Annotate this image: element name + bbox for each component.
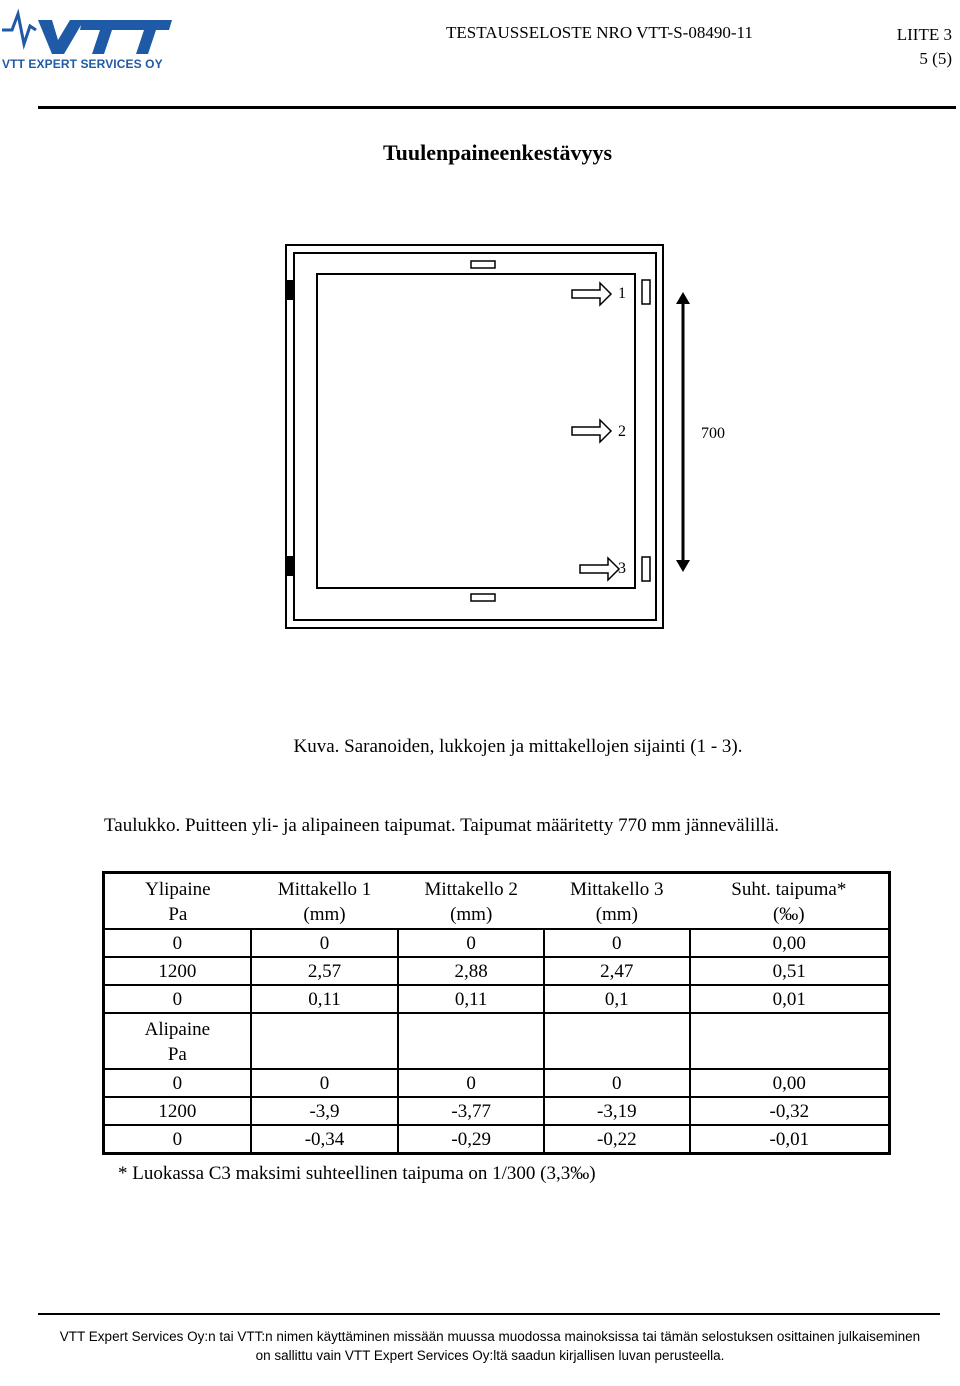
table-row (104, 1097, 890, 1125)
header-unit: (mm) (595, 904, 638, 925)
appendix-label: LIITE 3 (896, 25, 952, 44)
table-cell: 0,01 (690, 985, 890, 1013)
underpressure-header-row (104, 1013, 890, 1069)
table-cell: 2,88 (398, 957, 544, 985)
table-cell: -0,34 (251, 1125, 399, 1154)
gauge-label-1: 1 (618, 285, 626, 302)
table-row (104, 957, 890, 985)
gauge-arrow-3 (580, 558, 619, 580)
hinge-top (287, 280, 293, 300)
table-cell: 0 (104, 985, 251, 1013)
appendix-block (897, 23, 952, 71)
header-unit: (mm) (450, 904, 493, 925)
footer-divider (38, 1313, 940, 1315)
gauge-arrow-2 (572, 420, 611, 442)
table-cell: -3,77 (398, 1097, 544, 1125)
gauge-arrow-1 (572, 283, 611, 305)
empty-cell (544, 1013, 690, 1069)
header-unit: Pa (168, 904, 188, 925)
table-cell: 1200 (104, 957, 251, 985)
table-cell: 2,57 (251, 957, 399, 985)
footer (0, 1327, 960, 1365)
table-row (104, 1125, 890, 1154)
lock-bottom (471, 594, 495, 601)
table-cell: 0,11 (251, 985, 399, 1013)
gauge-1 (642, 280, 650, 304)
span-arrow-bottom (676, 560, 690, 572)
header-line: Mittakello 1 (277, 879, 372, 900)
page-title: Tuulenpaineenkestävyys (382, 140, 613, 165)
header-unit: Pa (167, 1044, 187, 1065)
empty-cell (251, 1013, 399, 1069)
table-cell: -0,32 (690, 1097, 890, 1125)
window-frame-drawing (270, 236, 740, 636)
table-cell: 0,00 (690, 1069, 890, 1097)
gauge-label-2: 2 (618, 423, 626, 440)
hinge-bottom (287, 556, 293, 576)
table-cell: 0 (104, 929, 251, 957)
header-cell (398, 873, 544, 930)
header-line: Ylipaine (145, 879, 211, 900)
header-cell (104, 1013, 251, 1069)
header-divider (38, 106, 956, 109)
footer-line-1: VTT Expert Services Oy:n tai VTT:n nimen käyttäminen missään muussa muodossa mainoksissa tai tämän selostuksen osittainen julkaiseminen (59, 1329, 921, 1344)
vtt-logo-mark (0, 4, 175, 60)
table-cell: 0 (544, 1069, 690, 1097)
gauge-label-3: 3 (618, 560, 626, 577)
empty-cell (398, 1013, 544, 1069)
header-cell (104, 873, 251, 930)
page-number: 5 (5) (919, 49, 952, 68)
gauge-3 (642, 557, 650, 581)
table-cell: 0,11 (398, 985, 544, 1013)
table-cell: -0,01 (690, 1125, 890, 1154)
span-arrow-top (676, 292, 690, 304)
header-unit: (mm) (303, 904, 346, 925)
table-cell: 0,00 (690, 929, 890, 957)
table-row (104, 929, 890, 957)
table-row (104, 985, 890, 1013)
figure-caption: Kuva. Saranoiden, lukkojen ja mittakellojen sijainti (1 - 3). (293, 736, 743, 757)
table-row (104, 1069, 890, 1097)
table-cell: -3,19 (544, 1097, 690, 1125)
span-label: 700 (701, 425, 725, 442)
table-caption: Taulukko. Puitteen yli- ja alipaineen taipumat. Taipumat määritetty 770 mm jännevälillä. (104, 815, 780, 836)
header-cell (251, 873, 399, 930)
table-cell: 1200 (104, 1097, 251, 1125)
table-cell: 2,47 (544, 957, 690, 985)
header-cell (544, 873, 690, 930)
header-line: Mittakello 3 (570, 879, 664, 900)
window-diagram (270, 236, 740, 636)
table-cell: 0,51 (690, 957, 890, 985)
table-cell: -0,22 (544, 1125, 690, 1154)
table-cell: 0 (398, 929, 544, 957)
header-line: Alipaine (144, 1019, 211, 1040)
table-cell: 0 (251, 929, 399, 957)
footer-line-2: on sallittu vain VTT Expert Services Oy:ltä saadun kirjallisen luvan perusteella. (255, 1348, 725, 1363)
deflection-table (102, 871, 891, 1155)
table-cell: 0 (398, 1069, 544, 1097)
table-cell: 0 (251, 1069, 399, 1097)
table-cell: 0 (544, 929, 690, 957)
table-cell: 0 (104, 1069, 251, 1097)
table-cell: 0 (104, 1125, 251, 1154)
table-cell: 0,1 (544, 985, 690, 1013)
header-line: Suht. taipuma* (731, 879, 847, 900)
empty-cell (690, 1013, 890, 1069)
lock-top (471, 261, 495, 268)
company-name: VTT EXPERT SERVICES OY (2, 57, 163, 71)
table-cell: -3,9 (251, 1097, 399, 1125)
footnote: * Luokassa C3 maksimi suhteellinen taipuma on 1/300 (3,3‰) (118, 1163, 596, 1184)
header-cell (690, 873, 890, 930)
table-cell: -0,29 (398, 1125, 544, 1154)
table-header-row (104, 873, 890, 930)
header-line: Mittakello 2 (424, 879, 518, 900)
report-number: TESTAUSSELOSTE NRO VTT-S-08490-11 (446, 23, 753, 42)
header-unit: (‰) (772, 904, 805, 925)
